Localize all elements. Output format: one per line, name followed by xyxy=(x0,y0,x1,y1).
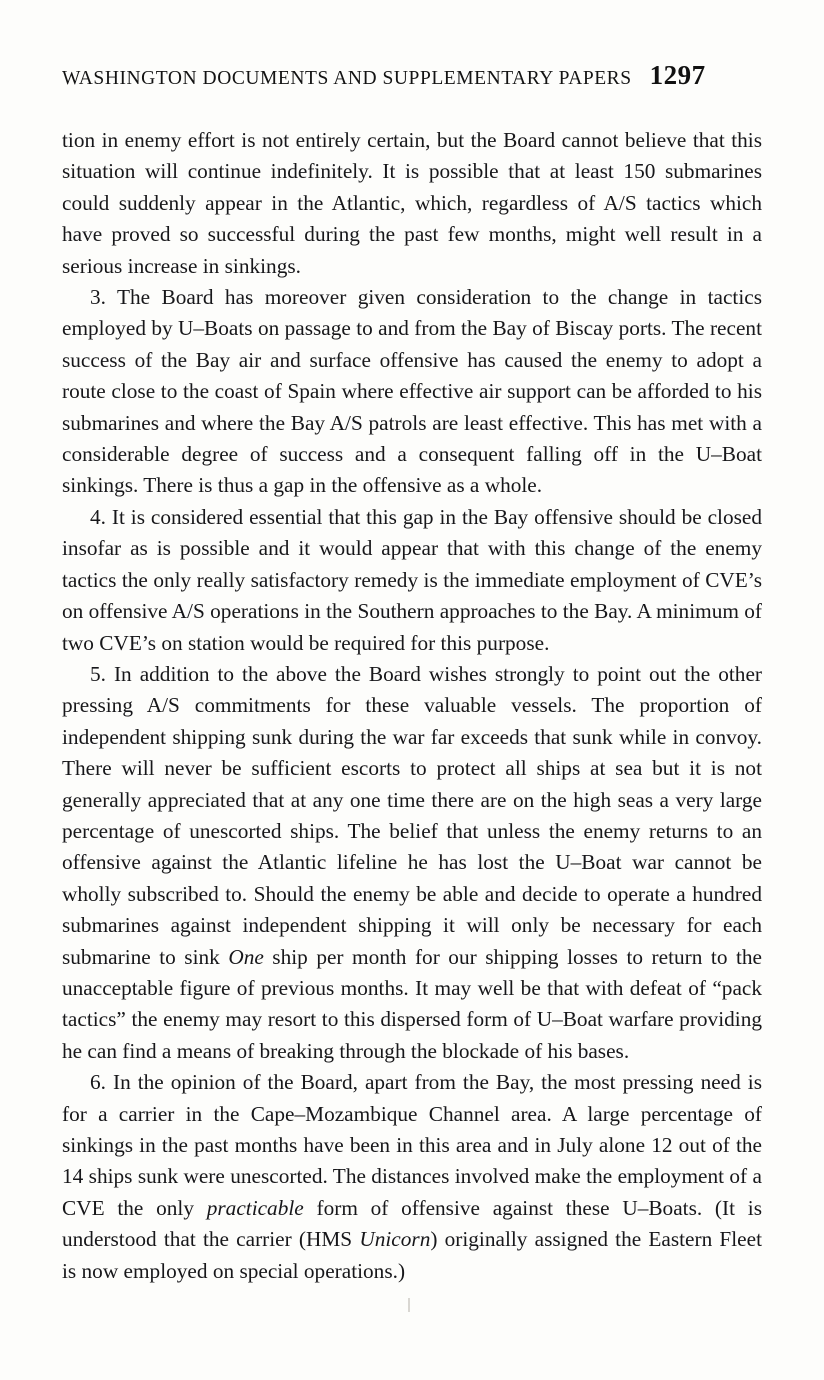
paragraph-6-emphasis-practicable: practicable xyxy=(206,1195,304,1220)
page-number: 1297 xyxy=(649,60,706,90)
paragraph-6-emphasis-unicorn: Unicorn xyxy=(359,1227,431,1252)
paragraph-continued: tion in enemy effort is not entirely certain, but the Board cannot believe that this situation will continue indefinitely. It is possible that at least 150 submarines could suddenly appear in the Atlantic, which, regardless of A/S tactics which have proved so successful during the past few months, might well result in a serious increase in sinkings. xyxy=(62,128,762,278)
paragraph-5-emphasis-one: One xyxy=(228,944,264,969)
paragraph-6-part-1: 6. In the opinion of the Board, apart from the Bay, the most pressing need is for a carrier in the Cape–Mozambique Channel area. A large percentage of sinkings in the past months have been in this area and in July alone 12 out of the 14 ships sunk were unescorted. The distances involved make the employment of a CVE the only xyxy=(62,1070,762,1220)
paragraph-5-part-1: 5. In addition to the above the Board wishes strongly to point out the other pressing A/S commitments for these valuable vessels. The proportion of independent shipping sunk during the war far exceeds that sunk while in convoy. There will never be sufficient escorts to protect all ships at sea but it is not generally appreciated that at any one time there are on the high seas a very large percentage of unescorted ships. The belief that unless the enemy returns to an offensive against the Atlantic lifeline he has lost the U–Boat war cannot be wholly subscribed to. Should the enemy be able and decide to operate a hundred submarines against independent shipping it will only be necessary for each submarine to sink xyxy=(62,661,762,969)
paragraph-4: 4. It is considered essential that this gap in the Bay offensive should be closed insofar as is possible and it would appear that with this change of the enemy tactics the only really satisfactory remedy is the immediate employment of CVE’s on offensive A/S operations in the Southern approaches to the Bay. A minimum of two CVE’s on station would be required for this purpose. xyxy=(62,504,762,655)
running-head xyxy=(62,60,762,91)
body-text xyxy=(62,125,762,1287)
paragraph-5 xyxy=(62,659,762,1067)
paragraph-3: 3. The Board has moreover given consideration to the change in tactics employed by U–Boats on passage to and from the Bay of Biscay ports. The recent success of the Bay air and surface offensive has caused the enemy to adopt a route close to the coast of Spain where effective air support can be afforded to his submarines and where the Bay A/S patrols are least effective. This has met with a considerable degree of success and a consequent falling off in the U–Boat sinkings. There is thus a gap in the offensive as a whole. xyxy=(62,285,762,498)
page-bottom-mark xyxy=(408,1298,410,1312)
running-head-title: WASHINGTON DOCUMENTS AND SUPPLEMENTARY PAPERS xyxy=(62,68,632,89)
paragraph-6-part-3: ) originally assigned the Eastern Fleet is now employed on special operations.) xyxy=(62,1227,762,1283)
paragraph-6 xyxy=(62,1067,762,1287)
paragraph-6-part-2: form of offensive against these U–Boats. (It is understood that the carrier (HMS xyxy=(62,1195,762,1252)
paragraph-5-part-2: ship per month for our shipping losses to return to the unacceptable figure of previous months. It may well be that with defeat of “pack tactics” the enemy may resort to this dispersed form of U–Boat warfare providing he can find a means of breaking through the blockade of his bases. xyxy=(62,944,762,1063)
page-content xyxy=(62,60,762,1287)
